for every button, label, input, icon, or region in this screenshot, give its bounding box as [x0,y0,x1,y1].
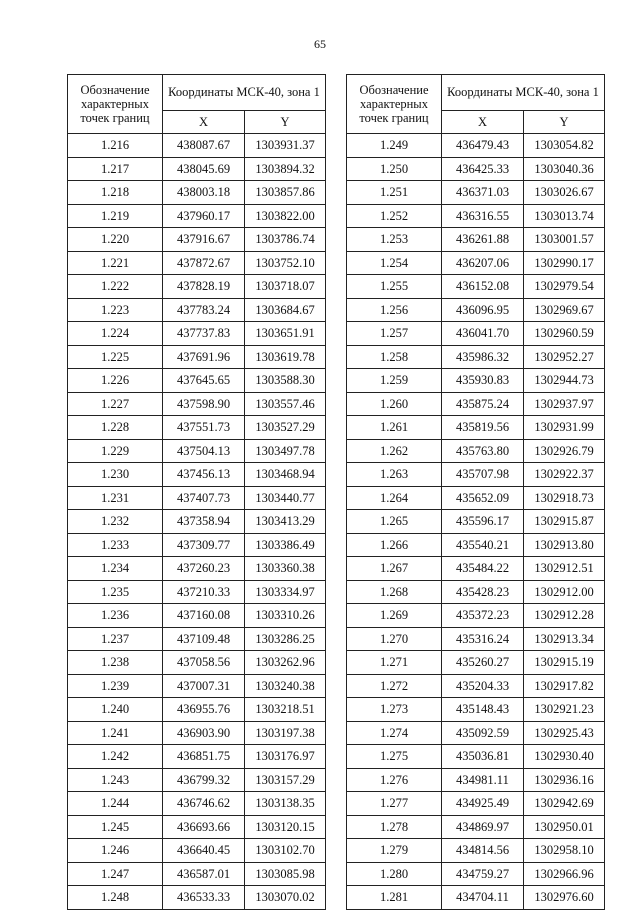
point-id-cell: 1.256 [347,298,442,322]
point-id-cell: 1.261 [347,416,442,440]
y-coordinate-cell: 1303262.96 [245,651,326,675]
y-coordinate-cell: 1302944.73 [524,369,605,393]
table-row [347,204,605,228]
table-row [347,392,605,416]
y-coordinate-cell: 1303619.78 [245,345,326,369]
y-coordinate-cell: 1303054.82 [524,134,605,158]
page-number: 65 [314,37,326,51]
x-coordinate-cell: 438087.67 [163,134,245,158]
x-coordinate-cell: 437504.13 [163,439,245,463]
point-id-cell: 1.259 [347,369,442,393]
table-row [68,369,326,393]
point-id-cell: 1.225 [68,345,163,369]
table-row [347,651,605,675]
table-row [68,815,326,839]
point-id-cell: 1.220 [68,228,163,252]
x-coordinate-cell: 437260.23 [163,557,245,581]
x-header: X [163,110,245,133]
point-id-cell: 1.216 [68,134,163,158]
point-id-cell: 1.224 [68,322,163,346]
x-coordinate-cell: 435372.23 [442,604,524,628]
y-coordinate-cell: 1303718.07 [245,275,326,299]
table-row [347,745,605,769]
table-row [68,510,326,534]
x-coordinate-cell: 437309.77 [163,533,245,557]
table-row [347,557,605,581]
table-row [68,839,326,863]
x-coordinate-cell: 436587.01 [163,862,245,886]
table-row [68,251,326,275]
point-id-cell: 1.277 [347,792,442,816]
x-coordinate-cell: 437456.13 [163,463,245,487]
point-id-cell: 1.228 [68,416,163,440]
table-body-left [68,134,326,910]
x-coordinate-cell: 438045.69 [163,157,245,181]
y-coordinate-cell: 1302952.27 [524,345,605,369]
y-coordinate-cell: 1302942.69 [524,792,605,816]
x-coordinate-cell: 436261.88 [442,228,524,252]
y-coordinate-cell: 1302917.82 [524,674,605,698]
x-coordinate-cell: 435819.56 [442,416,524,440]
point-id-cell: 1.272 [347,674,442,698]
point-id-cell: 1.269 [347,604,442,628]
point-id-cell: 1.265 [347,510,442,534]
table-row [68,862,326,886]
table-row [347,322,605,346]
y-coordinate-cell: 1303822.00 [245,204,326,228]
y-coordinate-cell: 1302912.00 [524,580,605,604]
table-row [347,792,605,816]
y-coordinate-cell: 1302966.96 [524,862,605,886]
y-coordinate-cell: 1302936.16 [524,768,605,792]
point-id-cell: 1.280 [347,862,442,886]
x-coordinate-cell: 436533.33 [163,886,245,910]
point-id-cell: 1.222 [68,275,163,299]
point-id-cell: 1.275 [347,745,442,769]
y-coordinate-cell: 1303197.38 [245,721,326,745]
y-coordinate-cell: 1303120.15 [245,815,326,839]
x-coordinate-cell: 435707.98 [442,463,524,487]
table-row [68,745,326,769]
point-id-cell: 1.229 [68,439,163,463]
table-row [68,134,326,158]
x-coordinate-cell: 436955.76 [163,698,245,722]
table-row [347,533,605,557]
coordinates-header: Координаты МСК-40, зона 1 [442,75,605,111]
table-row [68,204,326,228]
table-row [68,439,326,463]
y-coordinate-cell: 1303386.49 [245,533,326,557]
point-id-cell: 1.260 [347,392,442,416]
point-id-cell: 1.262 [347,439,442,463]
y-coordinate-cell: 1302937.97 [524,392,605,416]
coordinates-header: Координаты МСК-40, зона 1 [163,75,326,111]
point-id-cell: 1.248 [68,886,163,910]
point-id-cell: 1.253 [347,228,442,252]
y-header: Y [245,110,326,133]
table-row [347,674,605,698]
table-row [68,651,326,675]
x-coordinate-cell: 436096.95 [442,298,524,322]
x-coordinate-cell: 435763.80 [442,439,524,463]
table-row [68,627,326,651]
y-coordinate-cell: 1302958.10 [524,839,605,863]
x-coordinate-cell: 437210.33 [163,580,245,604]
table-row [347,369,605,393]
table-row [68,721,326,745]
table-row [68,768,326,792]
designation-header: Обозначение характерных точек границ [68,75,163,134]
y-coordinate-cell: 1302976.60 [524,886,605,910]
x-coordinate-cell: 436152.08 [442,275,524,299]
table-row [347,721,605,745]
point-id-cell: 1.227 [68,392,163,416]
x-coordinate-cell: 436640.45 [163,839,245,863]
table-row [347,181,605,205]
table-row [347,604,605,628]
point-id-cell: 1.234 [68,557,163,581]
point-id-cell: 1.271 [347,651,442,675]
x-coordinate-cell: 437358.94 [163,510,245,534]
y-coordinate-cell: 1303857.86 [245,181,326,205]
table-row [347,486,605,510]
y-coordinate-cell: 1303218.51 [245,698,326,722]
table-row [68,181,326,205]
y-coordinate-cell: 1303085.98 [245,862,326,886]
point-id-cell: 1.274 [347,721,442,745]
x-coordinate-cell: 436693.66 [163,815,245,839]
x-coordinate-cell: 435930.83 [442,369,524,393]
y-coordinate-cell: 1302925.43 [524,721,605,745]
point-id-cell: 1.278 [347,815,442,839]
point-id-cell: 1.233 [68,533,163,557]
y-coordinate-cell: 1303786.74 [245,228,326,252]
y-coordinate-cell: 1302926.79 [524,439,605,463]
point-id-cell: 1.273 [347,698,442,722]
x-coordinate-cell: 435652.09 [442,486,524,510]
point-id-cell: 1.264 [347,486,442,510]
table-row [68,157,326,181]
table-row [347,416,605,440]
y-coordinate-cell: 1303102.70 [245,839,326,863]
y-coordinate-cell: 1303026.67 [524,181,605,205]
y-coordinate-cell: 1302913.34 [524,627,605,651]
x-coordinate-cell: 436041.70 [442,322,524,346]
table-row [68,298,326,322]
point-id-cell: 1.231 [68,486,163,510]
x-coordinate-cell: 437960.17 [163,204,245,228]
x-coordinate-cell: 437691.96 [163,345,245,369]
y-coordinate-cell: 1302915.19 [524,651,605,675]
point-id-cell: 1.221 [68,251,163,275]
y-coordinate-cell: 1302922.37 [524,463,605,487]
x-coordinate-cell: 436371.03 [442,181,524,205]
x-coordinate-cell: 438003.18 [163,181,245,205]
table-row [347,228,605,252]
table-row [68,463,326,487]
point-id-cell: 1.281 [347,886,442,910]
y-coordinate-cell: 1302918.73 [524,486,605,510]
y-coordinate-cell: 1303440.77 [245,486,326,510]
x-coordinate-cell: 435316.24 [442,627,524,651]
table-row [347,886,605,910]
point-id-cell: 1.247 [68,862,163,886]
y-coordinate-cell: 1303176.97 [245,745,326,769]
y-coordinate-cell: 1303240.38 [245,674,326,698]
point-id-cell: 1.255 [347,275,442,299]
point-id-cell: 1.239 [68,674,163,698]
point-id-cell: 1.252 [347,204,442,228]
y-header: Y [524,110,605,133]
x-coordinate-cell: 435148.43 [442,698,524,722]
x-coordinate-cell: 434869.97 [442,815,524,839]
y-coordinate-cell: 1302930.40 [524,745,605,769]
y-coordinate-cell: 1303413.29 [245,510,326,534]
y-coordinate-cell: 1303557.46 [245,392,326,416]
point-id-cell: 1.232 [68,510,163,534]
point-id-cell: 1.238 [68,651,163,675]
point-id-cell: 1.241 [68,721,163,745]
y-coordinate-cell: 1303752.10 [245,251,326,275]
x-coordinate-cell: 437058.56 [163,651,245,675]
x-coordinate-cell: 437828.19 [163,275,245,299]
table-row [68,345,326,369]
y-coordinate-cell: 1302960.59 [524,322,605,346]
table-row [347,275,605,299]
x-coordinate-cell: 437783.24 [163,298,245,322]
point-id-cell: 1.254 [347,251,442,275]
table-row [68,886,326,910]
table-row [68,416,326,440]
point-id-cell: 1.243 [68,768,163,792]
table-row [68,604,326,628]
y-coordinate-cell: 1303588.30 [245,369,326,393]
table-row [347,768,605,792]
y-coordinate-cell: 1303157.29 [245,768,326,792]
x-coordinate-cell: 436851.75 [163,745,245,769]
table-row [347,627,605,651]
point-id-cell: 1.249 [347,134,442,158]
y-coordinate-cell: 1303040.36 [524,157,605,181]
x-coordinate-cell: 437007.31 [163,674,245,698]
point-id-cell: 1.251 [347,181,442,205]
x-coordinate-cell: 435986.32 [442,345,524,369]
point-id-cell: 1.246 [68,839,163,863]
point-id-cell: 1.258 [347,345,442,369]
point-id-cell: 1.240 [68,698,163,722]
x-coordinate-cell: 434704.11 [442,886,524,910]
y-coordinate-cell: 1302969.67 [524,298,605,322]
point-id-cell: 1.223 [68,298,163,322]
x-coordinate-cell: 435092.59 [442,721,524,745]
x-coordinate-cell: 434925.49 [442,792,524,816]
table-row [68,392,326,416]
x-header: X [442,110,524,133]
table-row [347,510,605,534]
table-row [347,298,605,322]
table-row [68,698,326,722]
coordinates-table-right [346,74,605,910]
point-id-cell: 1.266 [347,533,442,557]
table-row [68,557,326,581]
x-coordinate-cell: 437109.48 [163,627,245,651]
y-coordinate-cell: 1303497.78 [245,439,326,463]
y-coordinate-cell: 1303684.67 [245,298,326,322]
y-coordinate-cell: 1302913.80 [524,533,605,557]
y-coordinate-cell: 1303334.97 [245,580,326,604]
point-id-cell: 1.250 [347,157,442,181]
x-coordinate-cell: 436479.43 [442,134,524,158]
point-id-cell: 1.276 [347,768,442,792]
y-coordinate-cell: 1302912.51 [524,557,605,581]
point-id-cell: 1.242 [68,745,163,769]
point-id-cell: 1.218 [68,181,163,205]
y-coordinate-cell: 1302990.17 [524,251,605,275]
table-row [347,157,605,181]
point-id-cell: 1.279 [347,839,442,863]
x-coordinate-cell: 436425.33 [442,157,524,181]
x-coordinate-cell: 435036.81 [442,745,524,769]
y-coordinate-cell: 1303360.38 [245,557,326,581]
coordinates-table-left [67,74,326,910]
y-coordinate-cell: 1303310.26 [245,604,326,628]
point-id-cell: 1.219 [68,204,163,228]
x-coordinate-cell: 437551.73 [163,416,245,440]
table-row [68,228,326,252]
x-coordinate-cell: 435596.17 [442,510,524,534]
y-coordinate-cell: 1303286.25 [245,627,326,651]
x-coordinate-cell: 435875.24 [442,392,524,416]
point-id-cell: 1.245 [68,815,163,839]
table-row [347,134,605,158]
table-row [347,463,605,487]
table-row [347,839,605,863]
point-id-cell: 1.267 [347,557,442,581]
point-id-cell: 1.230 [68,463,163,487]
x-coordinate-cell: 434759.27 [442,862,524,886]
table-row [347,815,605,839]
x-coordinate-cell: 437598.90 [163,392,245,416]
x-coordinate-cell: 437737.83 [163,322,245,346]
table-row [68,275,326,299]
table-row [68,322,326,346]
point-id-cell: 1.268 [347,580,442,604]
y-coordinate-cell: 1302931.99 [524,416,605,440]
x-coordinate-cell: 436316.55 [442,204,524,228]
table-row [347,251,605,275]
y-coordinate-cell: 1303138.35 [245,792,326,816]
x-coordinate-cell: 437872.67 [163,251,245,275]
y-coordinate-cell: 1302979.54 [524,275,605,299]
y-coordinate-cell: 1303931.37 [245,134,326,158]
x-coordinate-cell: 437645.65 [163,369,245,393]
table-row [347,862,605,886]
x-coordinate-cell: 435260.27 [442,651,524,675]
x-coordinate-cell: 436799.32 [163,768,245,792]
designation-header: Обозначение характерных точек границ [347,75,442,134]
y-coordinate-cell: 1303468.94 [245,463,326,487]
x-coordinate-cell: 434981.11 [442,768,524,792]
table-body-right [347,134,605,910]
point-id-cell: 1.226 [68,369,163,393]
point-id-cell: 1.217 [68,157,163,181]
y-coordinate-cell: 1303001.57 [524,228,605,252]
y-coordinate-cell: 1303894.32 [245,157,326,181]
x-coordinate-cell: 437407.73 [163,486,245,510]
x-coordinate-cell: 437916.67 [163,228,245,252]
table-row [68,792,326,816]
x-coordinate-cell: 435204.33 [442,674,524,698]
x-coordinate-cell: 435428.23 [442,580,524,604]
x-coordinate-cell: 436903.90 [163,721,245,745]
x-coordinate-cell: 435540.21 [442,533,524,557]
point-id-cell: 1.235 [68,580,163,604]
y-coordinate-cell: 1303070.02 [245,886,326,910]
x-coordinate-cell: 437160.08 [163,604,245,628]
table-row [68,486,326,510]
y-coordinate-cell: 1303013.74 [524,204,605,228]
point-id-cell: 1.257 [347,322,442,346]
x-coordinate-cell: 436746.62 [163,792,245,816]
table-row [68,674,326,698]
table-row [347,345,605,369]
x-coordinate-cell: 436207.06 [442,251,524,275]
point-id-cell: 1.244 [68,792,163,816]
point-id-cell: 1.263 [347,463,442,487]
x-coordinate-cell: 434814.56 [442,839,524,863]
point-id-cell: 1.237 [68,627,163,651]
x-coordinate-cell: 435484.22 [442,557,524,581]
table-row [347,580,605,604]
point-id-cell: 1.270 [347,627,442,651]
y-coordinate-cell: 1303651.91 [245,322,326,346]
table-row [347,698,605,722]
y-coordinate-cell: 1302921.23 [524,698,605,722]
table-row [347,439,605,463]
y-coordinate-cell: 1302912.28 [524,604,605,628]
table-row [68,533,326,557]
y-coordinate-cell: 1303527.29 [245,416,326,440]
y-coordinate-cell: 1302950.01 [524,815,605,839]
table-row [68,580,326,604]
point-id-cell: 1.236 [68,604,163,628]
y-coordinate-cell: 1302915.87 [524,510,605,534]
